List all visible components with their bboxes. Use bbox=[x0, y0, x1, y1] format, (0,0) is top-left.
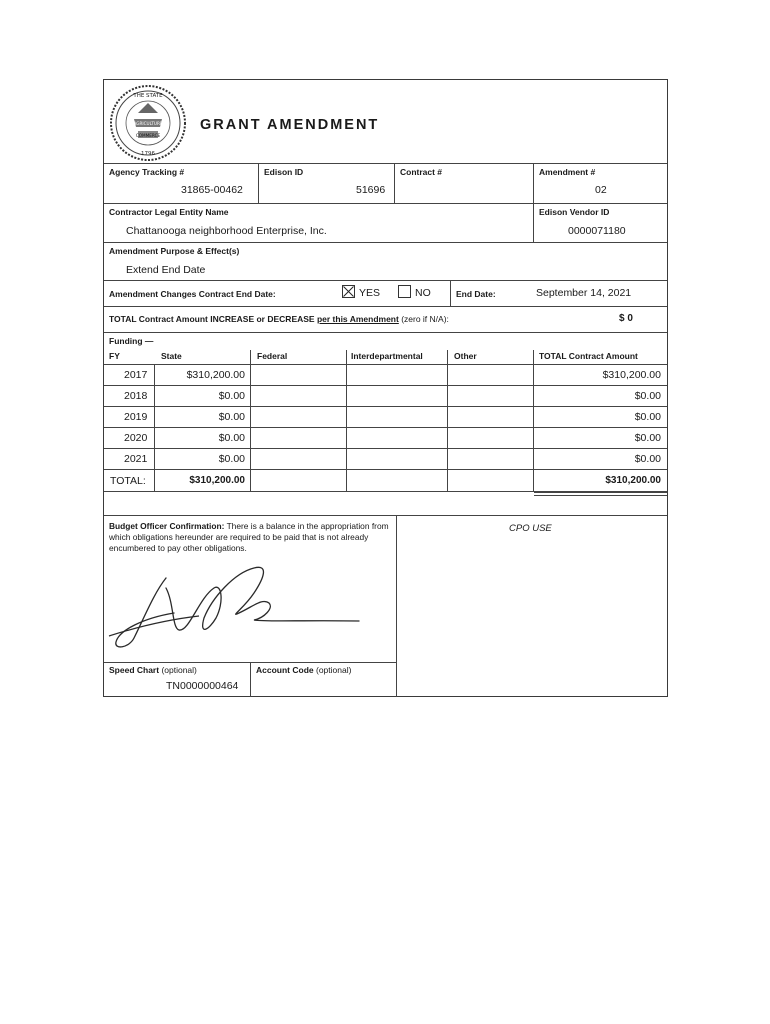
table-row-total: $0.00 bbox=[634, 411, 661, 423]
signature-icon bbox=[104, 558, 384, 658]
table-row-total: $0.00 bbox=[634, 453, 661, 465]
table-row-state: $0.00 bbox=[218, 390, 245, 402]
table-row-fy: 2017 bbox=[124, 369, 148, 381]
seal-year-text: 1796 bbox=[141, 151, 155, 157]
vendor-id-value: 0000071180 bbox=[568, 225, 626, 237]
total-change-label: TOTAL Contract Amount INCREASE or DECREASE per this Amendment (zero if N/A): bbox=[109, 314, 449, 324]
contractor-name-value: Chattanooga neighborhood Enterprise, Inc. bbox=[126, 225, 327, 237]
header-state: State bbox=[161, 351, 182, 361]
header-federal: Federal bbox=[257, 351, 288, 361]
seal-commerce-text: COMMERCE bbox=[135, 133, 161, 138]
table-row-state: $0.00 bbox=[218, 453, 245, 465]
end-date-value: September 14, 2021 bbox=[536, 287, 632, 299]
yes-checkbox[interactable] bbox=[342, 285, 355, 298]
header-other: Other bbox=[454, 351, 477, 361]
purpose-value: Extend End Date bbox=[126, 264, 206, 276]
edison-id-value: 51696 bbox=[356, 184, 386, 196]
checkmark-x-icon bbox=[343, 286, 354, 297]
total-row-state: $310,200.00 bbox=[189, 475, 245, 486]
table-row-state: $310,200.00 bbox=[186, 369, 245, 381]
end-date-label: End Date: bbox=[456, 289, 496, 299]
header-total-contract-amount: TOTAL Contract Amount bbox=[539, 351, 638, 361]
agency-tracking-label: Agency Tracking # bbox=[109, 167, 185, 177]
contractor-name-label: Contractor Legal Entity Name bbox=[109, 207, 229, 217]
end-date-change-label: Amendment Changes Contract End Date: bbox=[109, 289, 276, 299]
table-row-fy: 2020 bbox=[124, 432, 148, 444]
total-row-total: $310,200.00 bbox=[605, 475, 661, 486]
form-title: GRANT AMENDMENT bbox=[200, 117, 380, 133]
table-row-state: $0.00 bbox=[218, 432, 245, 444]
seal-agriculture-text: AGRICULTURE bbox=[133, 121, 163, 126]
edison-id-label: Edison ID bbox=[264, 167, 304, 177]
amendment-number-value: 02 bbox=[595, 184, 607, 196]
yes-label: YES bbox=[359, 287, 381, 299]
state-seal-icon bbox=[108, 83, 188, 163]
total-row-label: TOTAL: bbox=[110, 475, 146, 487]
table-row-state: $0.00 bbox=[218, 411, 245, 423]
speed-chart-value: TN0000000464 bbox=[166, 680, 239, 692]
speed-chart-label: Speed Chart (optional) bbox=[109, 665, 197, 675]
contract-number-label: Contract # bbox=[400, 167, 443, 177]
no-label: NO bbox=[415, 287, 431, 299]
grant-amendment-form bbox=[103, 79, 668, 697]
table-row-fy: 2018 bbox=[124, 390, 148, 402]
budget-officer-confirmation: Budget Officer Confirmation: There is a balance in the appropriation from which obligations hereunder are required to be paid that is not already encumbered to pay other obligations. bbox=[109, 521, 389, 553]
seal-top-text: THE STATE bbox=[133, 93, 163, 99]
table-row-fy: 2019 bbox=[124, 411, 148, 423]
table-row-total: $0.00 bbox=[634, 390, 661, 402]
table-row-total: $310,200.00 bbox=[602, 369, 661, 381]
funding-label: Funding — bbox=[109, 336, 154, 346]
account-code-label: Account Code (optional) bbox=[256, 665, 352, 675]
vendor-id-label: Edison Vendor ID bbox=[539, 207, 610, 217]
header-fy: FY bbox=[109, 351, 120, 361]
cpo-use-label: CPO USE bbox=[509, 523, 552, 534]
purpose-label: Amendment Purpose & Effect(s) bbox=[109, 246, 240, 256]
table-row-fy: 2021 bbox=[124, 453, 148, 465]
no-checkbox[interactable] bbox=[398, 285, 411, 298]
header-interdepartmental: Interdepartmental bbox=[351, 351, 423, 361]
table-row-total: $0.00 bbox=[634, 432, 661, 444]
total-change-value: $ 0 bbox=[619, 313, 633, 324]
agency-tracking-value: 31865-00462 bbox=[181, 184, 243, 196]
amendment-number-label: Amendment # bbox=[539, 167, 596, 177]
